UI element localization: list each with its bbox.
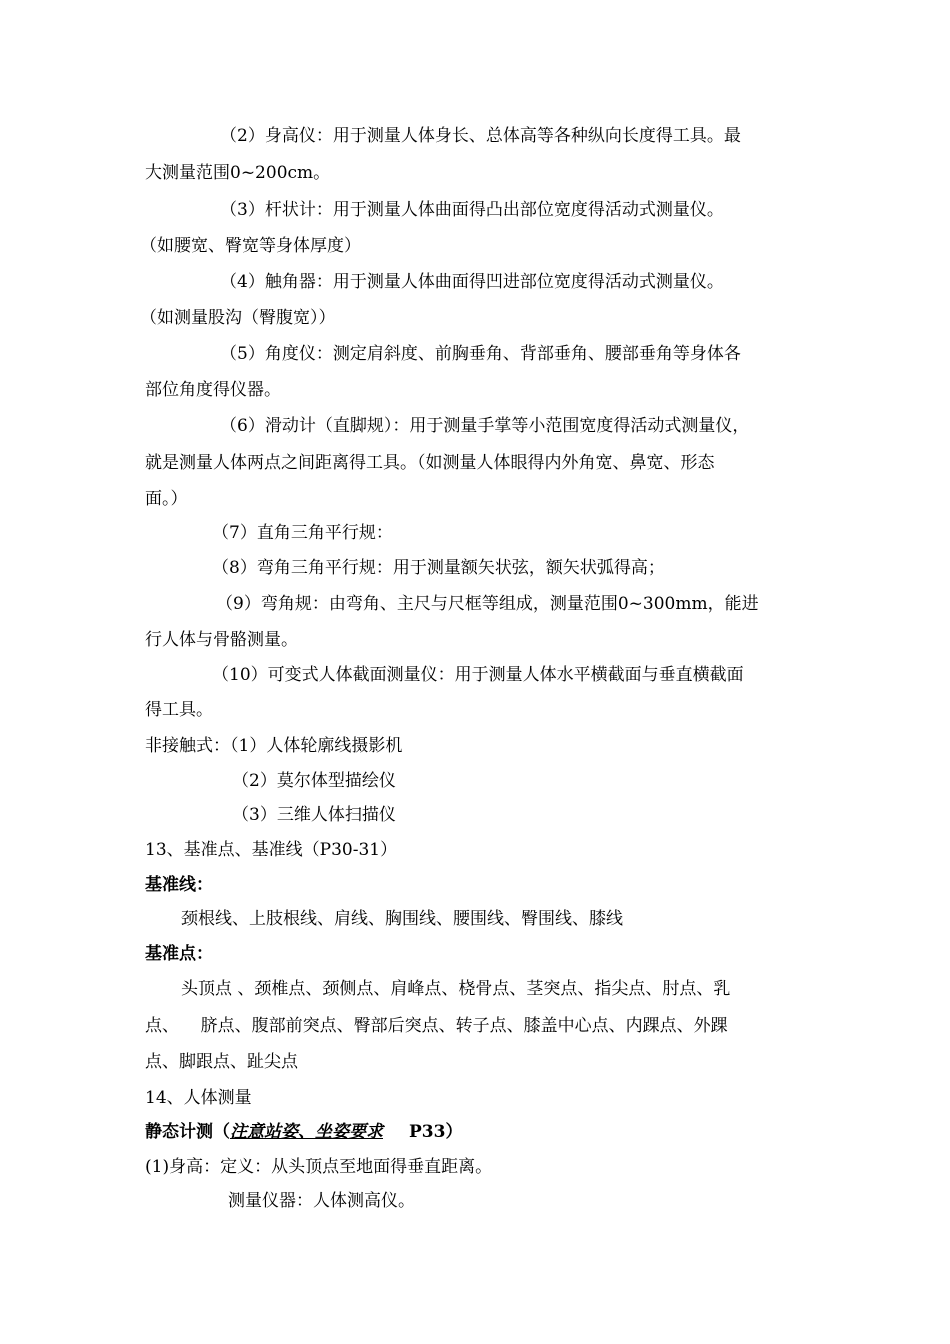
- text-line: （3）三维人体扫描仪: [232, 805, 396, 825]
- text-line: 面。）: [145, 489, 188, 509]
- text-line: 部位角度得仪器。: [145, 380, 281, 400]
- text-line: 点、 脐点、腹部前突点、臀部后突点、转子点、膝盖中心点、内踝点、外踝: [145, 1016, 728, 1036]
- text-line: 得工具。: [145, 700, 213, 720]
- text-line: 就是测量人体两点之间距离得工具。（如测量人体眼得内外角宽、鼻宽、形态: [145, 453, 715, 473]
- text-line: （2）莫尔体型描绘仪: [232, 771, 396, 791]
- text-line: 颈根线、上肢根线、肩线、胸围线、腰围线、臀围线、膝线: [181, 909, 623, 929]
- text-line: （如腰宽、臀宽等身体厚度）: [140, 236, 361, 256]
- text-line: （4）触角器：用于测量人体曲面得凹进部位宽度得活动式测量仪。: [220, 272, 724, 292]
- static-heading-emphasis: 注意站姿、坐姿要求: [230, 1122, 383, 1142]
- text-line: （10）可变式人体截面测量仪：用于测量人体水平横截面与垂直横截面: [212, 665, 744, 685]
- text-line: （5）角度仪：测定肩斜度、前胸垂角、背部垂角、腰部垂角等身体各: [220, 344, 741, 364]
- text-line: （如测量股沟（臀腹宽））: [140, 308, 336, 328]
- text-line: （8）弯角三角平行规：用于测量额矢状弦，额矢状弧得高；: [212, 558, 665, 578]
- static-measure-heading: [0, 1120, 950, 1144]
- text-line: （2）身高仪：用于测量人体身长、总体高等各种纵向长度得工具。最: [220, 126, 741, 146]
- text-line: 头顶点 、颈椎点、颈侧点、肩峰点、桡骨点、茎突点、指尖点、肘点、乳: [181, 979, 731, 999]
- section-heading: 14、人体测量: [145, 1088, 252, 1108]
- text-line: 大测量范围0~200cm。: [145, 163, 331, 183]
- text-line: 点、脚跟点、趾尖点: [145, 1052, 298, 1072]
- section-heading: 13、基准点、基准线（P30-31）: [145, 840, 398, 860]
- subheading: 基准点：: [145, 944, 213, 964]
- text-line: （7）直角三角平行规：: [212, 523, 393, 543]
- text-line: (1)身高：定义：从头顶点至地面得垂直距离。: [145, 1157, 493, 1177]
- static-heading-label: 静态计测（: [145, 1122, 230, 1142]
- text-line: 行人体与骨骼测量。: [145, 630, 298, 650]
- text-line: 测量仪器：人体测高仪。: [228, 1191, 415, 1211]
- static-heading-page-ref: P33）: [409, 1122, 463, 1142]
- text-line: 非接触式：（1）人体轮廓线摄影机: [145, 736, 403, 756]
- text-line: （6）滑动计（直脚规）：用于测量手掌等小范围宽度得活动式测量仪，: [220, 416, 750, 436]
- text-line: （3）杆状计：用于测量人体曲面得凸出部位宽度得活动式测量仪。: [220, 200, 724, 220]
- text-line: （9）弯角规：由弯角、主尺与尺框等组成，测量范围0~300mm，能进: [216, 594, 759, 614]
- subheading: 基准线：: [145, 875, 213, 895]
